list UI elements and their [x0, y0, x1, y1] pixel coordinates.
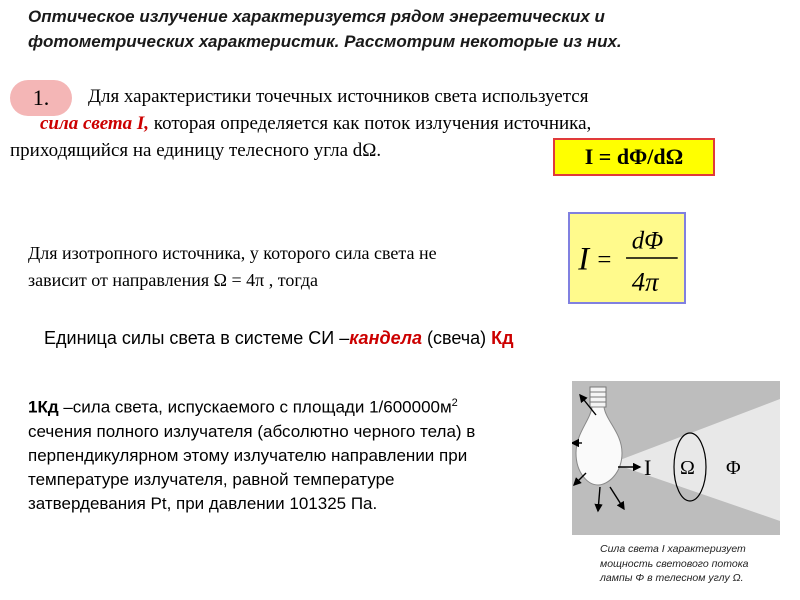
- candela-definition: [28, 391, 573, 516]
- label-omega: Ω: [680, 457, 695, 479]
- si-unit-line: [44, 328, 514, 349]
- lamp-illustration: [572, 381, 780, 535]
- isotropic-line-2: зависит от направления Ω = 4π , тогда: [28, 270, 319, 290]
- unit-prefix: Единица силы света в системе СИ –: [44, 328, 350, 348]
- kd-line-4: температуре излучателя, равной температуре: [28, 469, 395, 489]
- unit-name: кандела: [349, 328, 423, 348]
- kd-superscript: 2: [451, 397, 458, 409]
- isotropic-formula-box: [568, 212, 686, 304]
- formula-eq: =: [597, 246, 612, 274]
- unit-abbr: Кд: [491, 328, 514, 348]
- kd-line-2: сечения полного излучателя (абсолютно черного тела) в: [28, 421, 476, 441]
- definition-line-3: приходящийся на единицу телесного угла dΩ.: [10, 140, 382, 161]
- kd-line-1: 1Кд –сила света, испускаемого с площади $1/600000м^2$: [28, 397, 458, 417]
- kd-line-5: затвердевания Pt, при давлении 101325 Па.: [28, 493, 378, 513]
- kd-bold: 1Кд: [28, 397, 59, 417]
- definition-line-2: [40, 113, 591, 135]
- kd-line-3: перпендикулярном этому излучателю направлении при: [28, 445, 468, 465]
- lamp-diagram: [572, 381, 780, 535]
- label-phi: Φ: [726, 457, 741, 479]
- isotropic-line-1: Для изотропного источника, у которого сила света не: [28, 243, 437, 263]
- formula-numerator: dΦ: [631, 227, 664, 255]
- isotropic-source-text: [28, 240, 548, 294]
- isotropic-formula: [570, 214, 684, 302]
- intro-line-1: Оптическое излучение характеризуется рядом энергетических и: [28, 7, 605, 26]
- luminous-intensity-term: сила света I,: [40, 113, 150, 134]
- illustration-caption: Сила света I характеризует мощность светового потока лампы Φ в телесном углу Ω.: [600, 543, 749, 584]
- label-i: I: [644, 455, 652, 480]
- unit-middle: (свеча): [422, 328, 492, 348]
- intensity-formula-box: I = dΦ/dΩ: [553, 138, 715, 176]
- item-number-badge: 1.: [10, 80, 72, 116]
- formula-denominator: 4π: [631, 266, 659, 297]
- definition-line-1: Для характеристики точечных источников света используется: [88, 86, 589, 107]
- formula-lhs: I: [578, 241, 590, 278]
- intro-text: [28, 4, 788, 54]
- intro-line-2: фотометрических характеристик. Рассмотрим некоторые из них.: [28, 32, 622, 51]
- definition-line-2-rest: которая определяется как поток излучения источника,: [149, 113, 592, 134]
